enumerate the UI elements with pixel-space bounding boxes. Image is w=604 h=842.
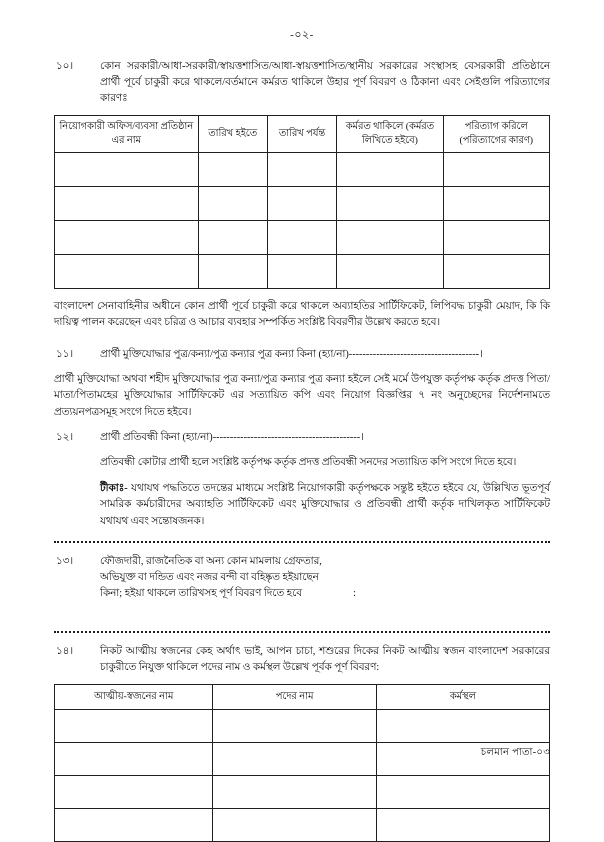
clause-13 bbox=[54, 554, 550, 602]
cell-designation[interactable] bbox=[213, 808, 376, 841]
clause-13-number: ১৩। bbox=[56, 555, 74, 567]
employment-history-table bbox=[54, 115, 550, 289]
tika-note bbox=[100, 481, 550, 530]
table-row bbox=[55, 254, 550, 288]
clause-12-number: ১২। bbox=[56, 432, 74, 444]
cell-employer[interactable] bbox=[55, 186, 199, 220]
section-divider-2 bbox=[54, 631, 550, 633]
column-header-workplace: কর্মস্থল bbox=[376, 684, 549, 709]
cell-reason-leaving[interactable] bbox=[443, 220, 549, 254]
relatives-in-government-service-table bbox=[54, 684, 550, 842]
cell-relative-name[interactable] bbox=[55, 808, 213, 841]
tika-text: যথাযথ পদ্ধতিতে তদন্তের মাধ্যমে সংশ্লিষ্ট নিয়োগকারী কর্তৃপক্ষকে সন্তুষ্ট হইতে হইবে যে, উল্লিখিত ভূতপূর্ব সামরিক কর্মচারীদের অব্যাহতি সার্টিফিকেট এবং মুক্তিযোদ্ধার ও প্রতিবন্ধী প্রার্থী কর্তৃক দাখিলকৃত সার্টিফিকেট যথাযথ এবং সন্তোষজনক। bbox=[100, 482, 550, 527]
clause-11 bbox=[54, 347, 550, 363]
cell-employer[interactable] bbox=[55, 220, 199, 254]
table-row bbox=[55, 220, 550, 254]
clause-12-text: প্রার্থী প্রতিবন্ধী কিনা (হ্যা/না)-------------------------------------------। bbox=[100, 432, 364, 444]
cell-employer[interactable] bbox=[55, 152, 199, 186]
cell-reason-leaving[interactable] bbox=[443, 254, 549, 288]
clause-10-text: কোন সরকারী/আধা-সরকারী/স্বায়ত্তশাসিত/আধা-স্বায়ত্তশাসিত/স্থানীয় সরকারের সংস্থাসহ বেসরকারী প্রতিষ্ঠানে প্রার্থী পূর্বে চাকুরী করে থাকলে/বর্তমানে কর্মরত থাকিলে উহার পূর্ণ বিবরণ ও ঠিকানা এবং সেইগুলি পরিত্যাগের কারণঃ bbox=[100, 61, 550, 104]
clause-10-note: বাংলাদেশ সেনাবাহিনীর অধীনে কোন প্রার্থী পূর্বে চাকুরী করে থাকলে অব্যাহতির সার্টিফিকেট, লিপিবদ্ধ চাকুরী মেয়াদ, কি কি দায়িত্ব পালন করেছেন এবং চরিত্র ও আচার ব্যবহার সম্পর্কিত সংশ্লিষ্ট বিবরণীর উল্লেখ করতে হবে। bbox=[54, 300, 550, 329]
cell-workplace[interactable] bbox=[376, 775, 549, 808]
section-divider-1 bbox=[54, 541, 550, 543]
clause-14-number: ১৪। bbox=[56, 645, 74, 657]
cell-reason-leaving[interactable] bbox=[443, 152, 549, 186]
clause-14-text: নিকট আত্মীয় স্বজনের কেহ অর্থাৎ ভাই, আপন চাচা, শশুরের দিকের নিকট আত্মীয় স্বজন বাংলাদেশ সরকারের চাকুরীতে নিযুক্ত থাকিলে পদের নাম ও কর্মস্থল উল্লেখ পূর্বক পূর্ণ বিবরণ: bbox=[100, 645, 550, 673]
clause-13-answer-field[interactable]: : bbox=[353, 587, 356, 599]
cell-designation[interactable] bbox=[213, 742, 376, 775]
column-header-designation: পদের নাম bbox=[213, 684, 376, 709]
column-header-reason-leaving: পরিত্যাগ করিলে (পরিত্যাগের কারণ) bbox=[443, 115, 549, 152]
clause-12 bbox=[54, 430, 550, 446]
clause-11-number: ১১। bbox=[56, 348, 74, 360]
column-header-relative-name: আত্মীয়-স্বজনের নাম bbox=[55, 684, 213, 709]
clause-13-line-2: অভিযুক্ত বা দন্ডিত এবং নজর বন্দী বা বহিষ্কৃত হইয়াছেন bbox=[100, 571, 319, 583]
cell-currently-employed[interactable] bbox=[337, 254, 443, 288]
column-header-employer: নিয়োগকারী অফিস/ব্যবসা প্রতিষ্ঠান এর নাম bbox=[55, 115, 199, 152]
clause-10 bbox=[54, 59, 550, 107]
table-row bbox=[55, 775, 550, 808]
cell-date-to[interactable] bbox=[267, 152, 336, 186]
cell-date-to[interactable] bbox=[267, 254, 336, 288]
cell-reason-leaving[interactable] bbox=[443, 186, 549, 220]
column-header-date-to: তারিখ পর্যন্ত bbox=[267, 115, 336, 152]
clause-10-number: ১০। bbox=[56, 61, 74, 72]
cell-relative-name[interactable] bbox=[55, 709, 213, 742]
clause-14 bbox=[54, 644, 550, 676]
clause-13-line-3: কিনা; হইয়া থাকলে তারিখসহ পূর্ণ বিবরণ দিতে হবে bbox=[100, 587, 302, 599]
clause-13-body bbox=[100, 554, 550, 602]
cell-date-from[interactable] bbox=[198, 254, 267, 288]
clause-11-note: প্রার্থী মুক্তিযোদ্ধা অথবা শহীদ মুক্তিযোদ্ধার পুত্র কন্যা/পুত্র কন্যার পুত্র কন্যা হইলে সেই মর্মে উপযুক্ত কর্তৃপক্ষ কর্তৃক প্রদত্ত পিতা/মাতা/পিতামহের মুক্তিযোদ্ধার সার্টিফিকেট এর সত্যায়িত কপি এবং নিয়োগ বিজ্ঞপ্তির ৭ নং অনুচ্ছেদের নির্দেশনামতে প্রত্যয়নপত্রসমূহ সংগে দিতে হইবে। bbox=[54, 373, 550, 418]
cell-currently-employed[interactable] bbox=[337, 186, 443, 220]
table-row bbox=[55, 709, 550, 742]
clause-13-line-1: ফৌজদারী, রাজনৈতিক বা অন্য কোন মামলায় গ্রেফতার, bbox=[100, 555, 322, 567]
cell-designation[interactable] bbox=[213, 775, 376, 808]
cell-date-from[interactable] bbox=[198, 186, 267, 220]
cell-currently-employed[interactable] bbox=[337, 220, 443, 254]
column-header-currently-employed: কর্মরত থাকিলে (কর্মরত লিখিতে হইবে) bbox=[337, 115, 443, 152]
column-header-date-from: তারিখ হইতে bbox=[198, 115, 267, 152]
table-row bbox=[55, 186, 550, 220]
cell-employer[interactable] bbox=[55, 254, 199, 288]
tika-label: টীকাঃ- bbox=[100, 482, 128, 494]
footer-continuation-note: চলমান পাতা-০৩ bbox=[480, 747, 550, 758]
cell-date-to[interactable] bbox=[267, 220, 336, 254]
table-row bbox=[55, 808, 550, 841]
cell-workplace[interactable] bbox=[376, 709, 549, 742]
clause-11-text: প্রার্থী মুক্তিযোদ্ধার পুত্র/কন্যা/পুত্র কন্যার পুত্র কন্যা কিনা (হ্যা/না)--------------------------------------। bbox=[100, 348, 483, 360]
cell-currently-employed[interactable] bbox=[337, 152, 443, 186]
cell-date-from[interactable] bbox=[198, 220, 267, 254]
cell-date-from[interactable] bbox=[198, 152, 267, 186]
cell-workplace[interactable] bbox=[376, 808, 549, 841]
page-number-header: -০২- bbox=[290, 29, 314, 41]
cell-date-to[interactable] bbox=[267, 186, 336, 220]
table-row bbox=[55, 742, 550, 775]
table-row bbox=[55, 152, 550, 186]
clause-13-line-3-wrapper bbox=[100, 586, 550, 602]
cell-relative-name[interactable] bbox=[55, 775, 213, 808]
clause-12-note: প্রতিবন্ধী কোটার প্রার্থী হলে সংশ্লিষ্ট কর্তৃপক্ষ কর্তৃক প্রদত্ত প্রতিবন্ধী সনদের সত্যায়িত কপি সংগে দিতে হবে। bbox=[100, 457, 517, 469]
cell-designation[interactable] bbox=[213, 709, 376, 742]
table-header-row bbox=[55, 115, 550, 152]
table-header-row bbox=[55, 684, 550, 709]
cell-relative-name[interactable] bbox=[55, 742, 213, 775]
